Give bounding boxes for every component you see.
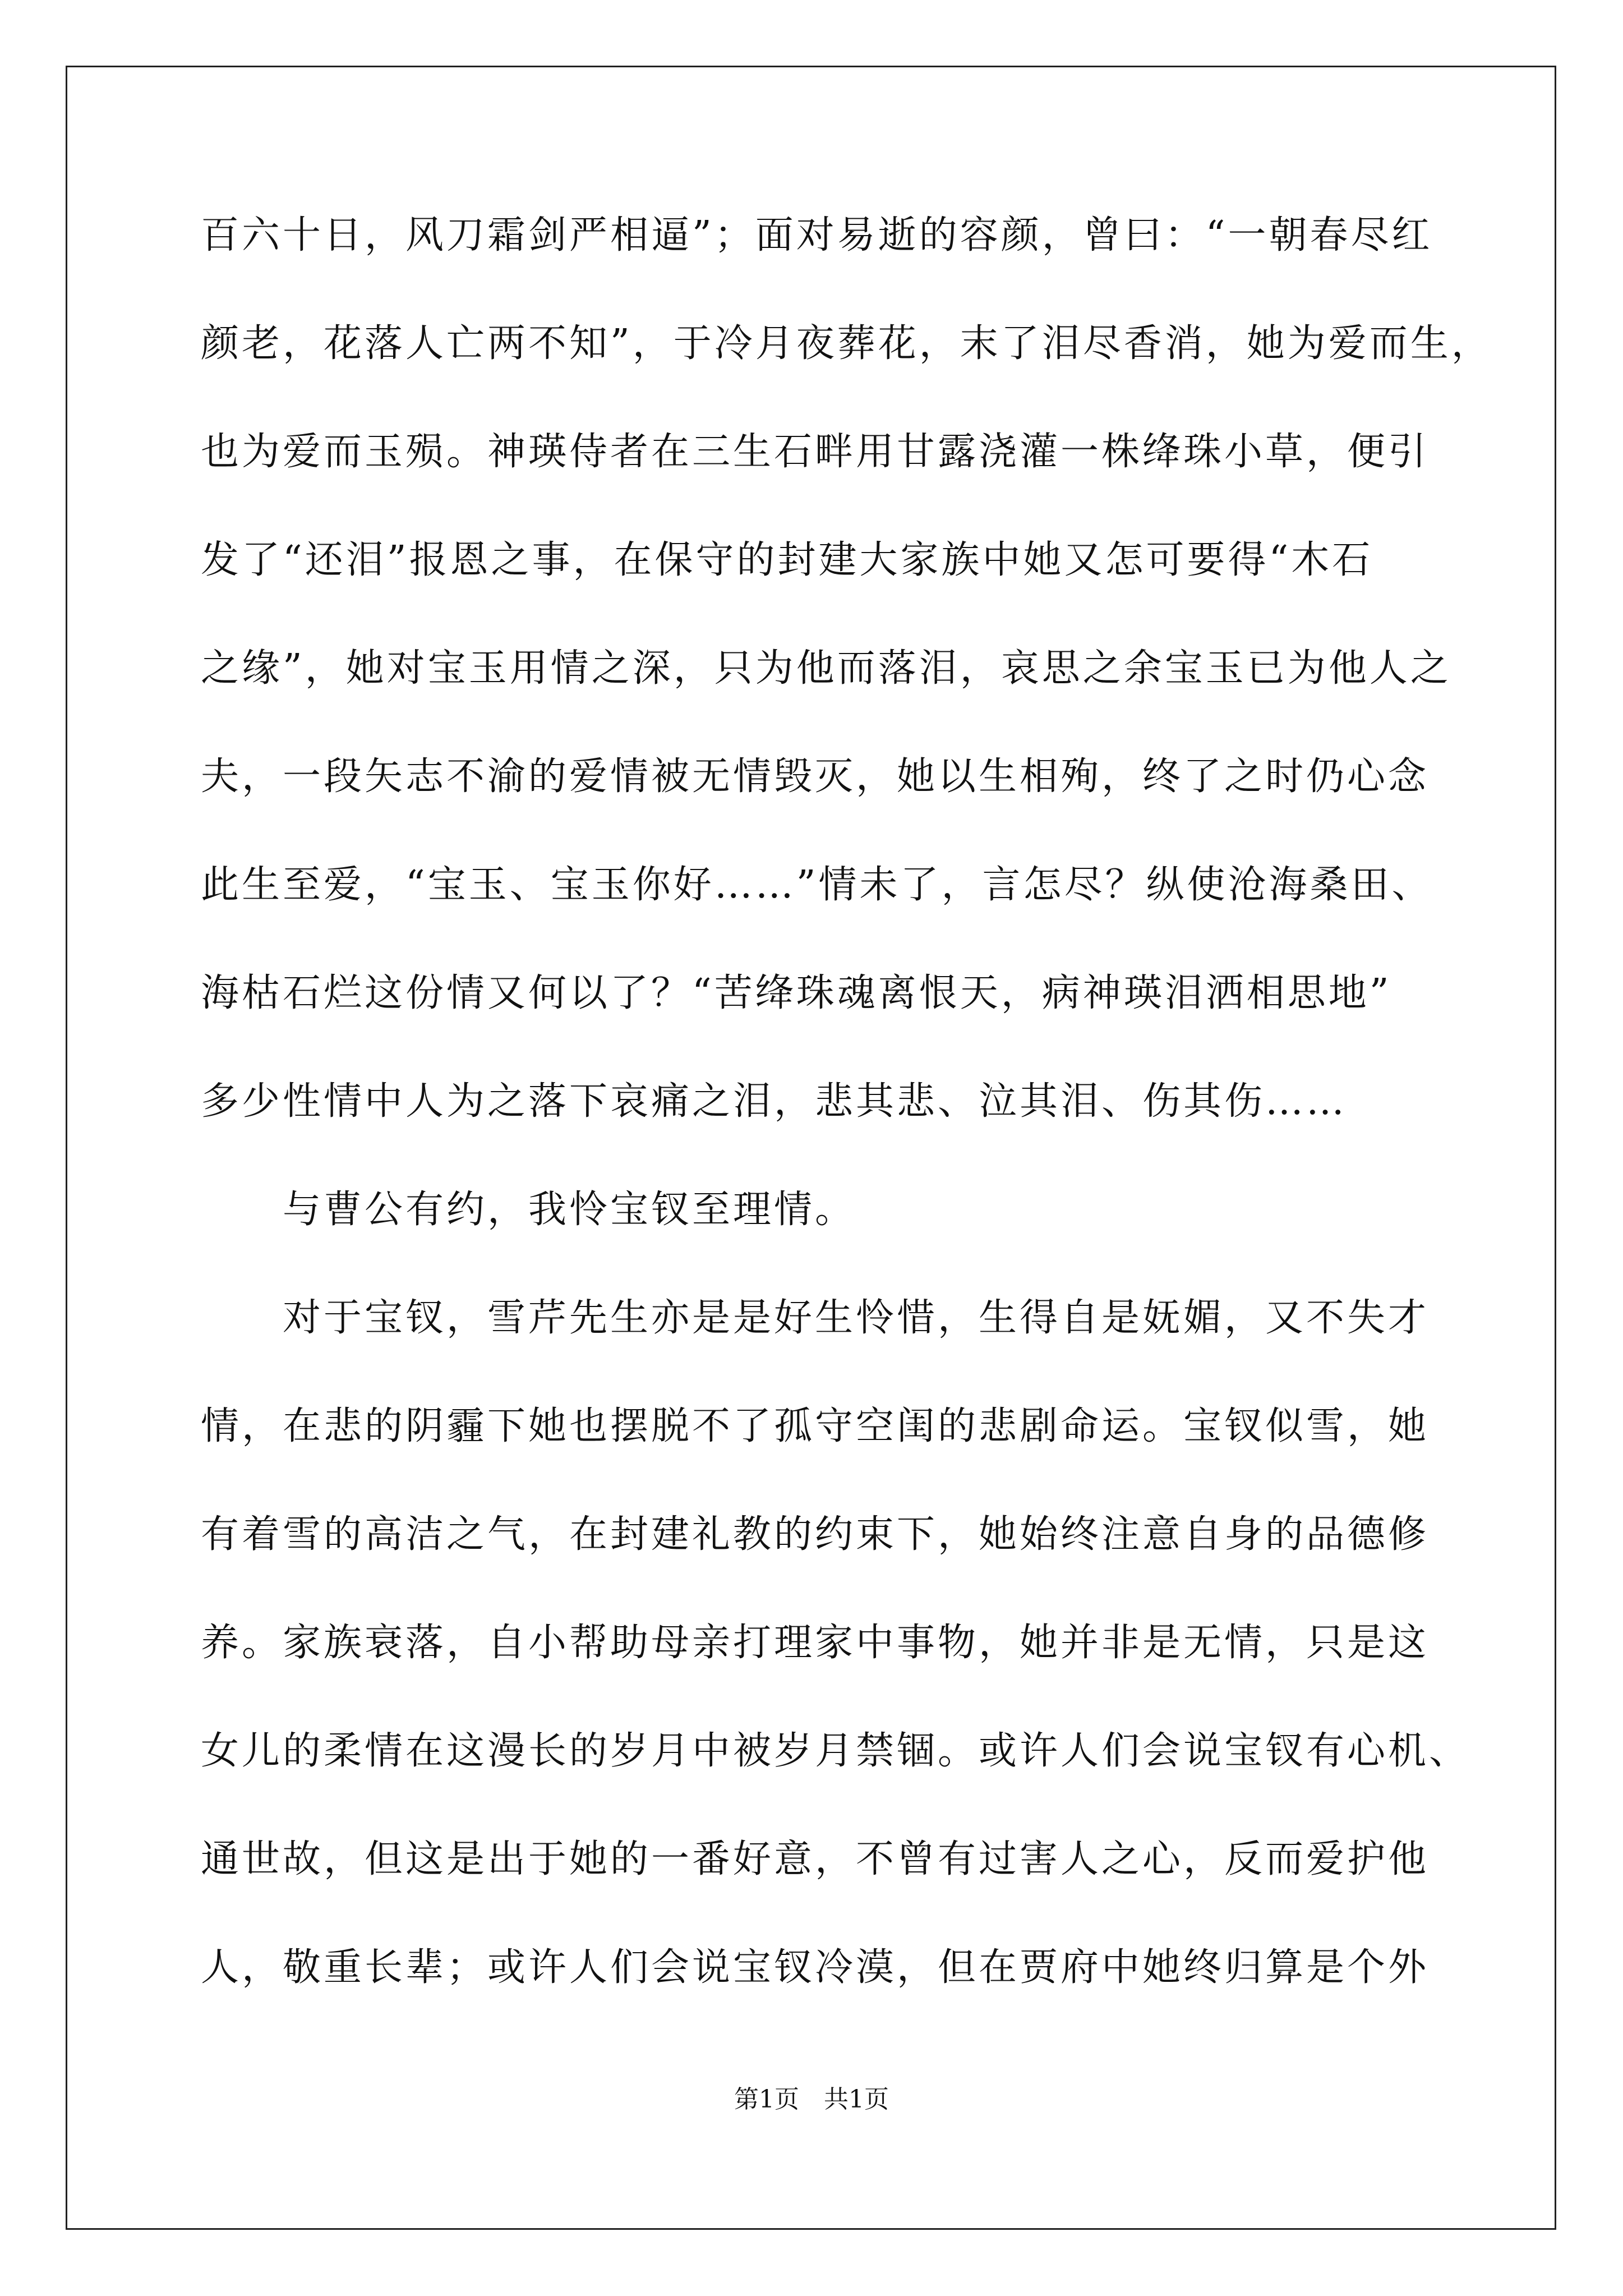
text-line: 女儿的柔情在这漫长的岁月中被岁月禁锢。或许人们会说宝钗有心机、 — [201, 1729, 1470, 1773]
text-line: 情，在悲的阴霾下她也摆脱不了孤守空闺的悲剧命运。宝钗似雪，她 — [201, 1404, 1430, 1448]
text-line: 百六十日，风刀霜剑严相逼”；面对易逝的容颜，曾曰：“一朝春尽红 — [201, 213, 1433, 257]
text-line: 多少性情中人为之落下哀痛之泪，悲其悲、泣其泪、伤其伤…… — [201, 1079, 1348, 1124]
text-line: 颜老，花落人亡两不知”，于冷月夜葬花，末了泪尽香消，她为爱而生， — [201, 321, 1492, 366]
page-number-footer: 第1页 共1页 — [734, 2085, 889, 2114]
text-line: 夫，一段矢志不渝的爱情被无情毁灭，她以生相殉，终了之时仍心念 — [201, 754, 1430, 799]
text-line: 养。家族衰落，自小帮助母亲打理家中事物，她并非是无情，只是这 — [201, 1621, 1430, 1665]
text-line: 之缘”，她对宝玉用情之深，只为他而落泪，哀思之余宝玉已为他人之 — [201, 646, 1451, 691]
text-line: 有着雪的高洁之气，在封建礼教的约束下，她始终注意自身的品德修 — [201, 1512, 1430, 1557]
text-line: 发了“还泪”报恩之事，在保守的封建大家族中她又怎可要得“木石 — [201, 538, 1373, 582]
text-line: 海枯石烂这份情又何以了？“苦绛珠魂离恨天，病神瑛泪洒相思地” — [201, 971, 1392, 1015]
text-line: 通世故，但这是出于她的一番好意，不曾有过害人之心，反而爱护他 — [201, 1837, 1430, 1881]
document-body — [201, 213, 1492, 2054]
paragraph-line: 与曹公有约，我怜宝钗至理情。 — [201, 1188, 856, 1232]
text-line: 也为爱而玉殒。神瑛侍者在三生石畔用甘露浇灌一株绛珠小草，便引 — [201, 430, 1430, 474]
paragraph-line: 对于宝钗，雪芹先生亦是是好生怜惜，生得自是妩媚，又不失才 — [201, 1296, 1430, 1340]
text-line: 此生至爱，“宝玉、宝玉你好……”情未了，言怎尽？纵使沧海桑田、 — [201, 863, 1433, 907]
text-line: 人，敬重长辈；或许人们会说宝钗冷漠，但在贾府中她终归算是个外 — [201, 1945, 1430, 1990]
